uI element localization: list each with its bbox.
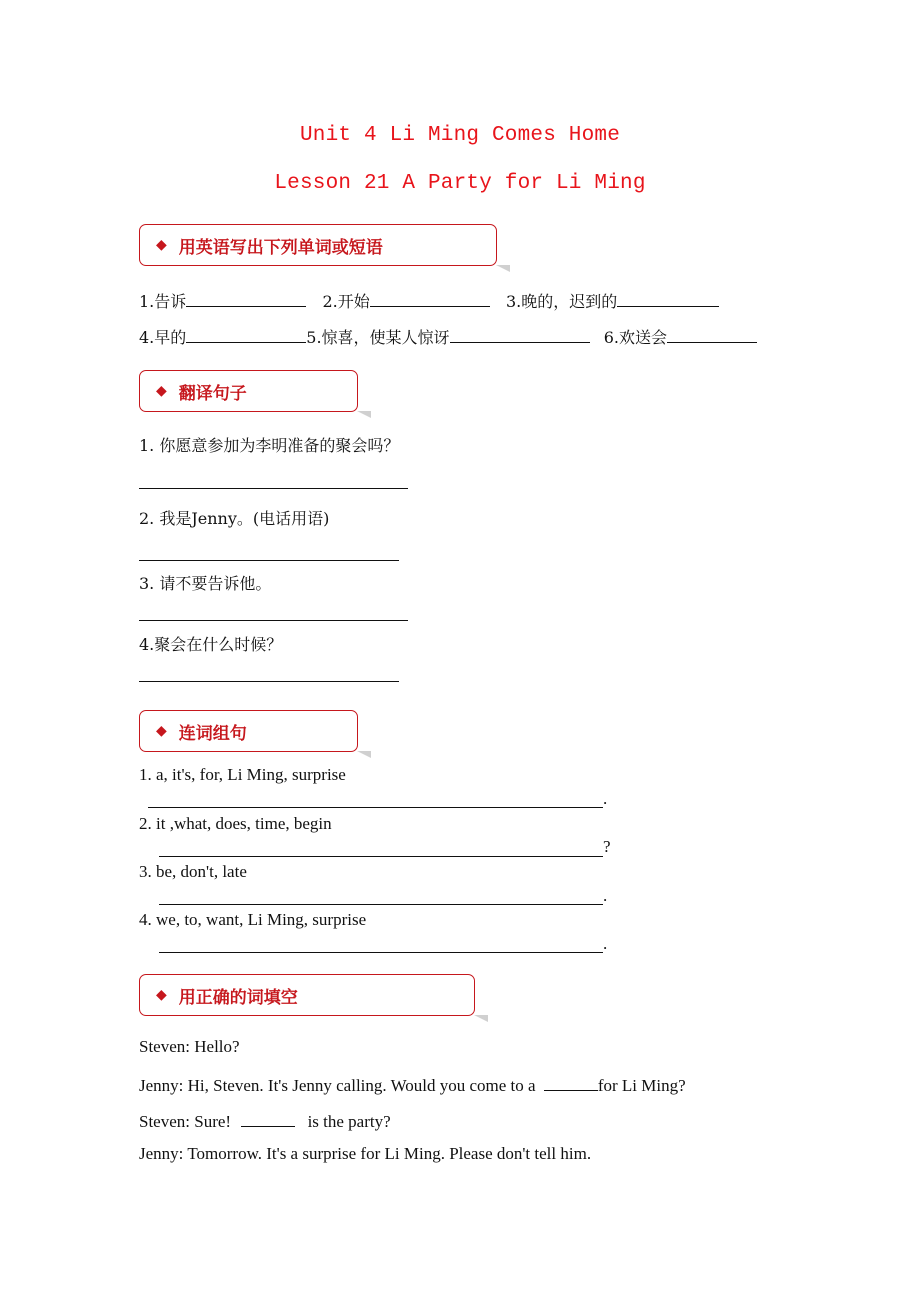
answer-line[interactable] xyxy=(139,680,399,682)
end-punctuation: . xyxy=(603,886,608,905)
end-punctuation: . xyxy=(603,934,608,953)
dialog-line: Steven: Hello? xyxy=(139,1037,240,1056)
answer-blank[interactable] xyxy=(241,1108,295,1127)
answer-blank[interactable] xyxy=(186,288,306,307)
dialog-text: is the party? xyxy=(307,1112,391,1131)
section-header-word-order xyxy=(139,710,358,752)
translate-question: 4.聚会在什么时候？ xyxy=(139,635,283,654)
diamond-icon: ◆ xyxy=(156,237,167,253)
lesson-title: Lesson 21 A Party for Li Ming xyxy=(274,172,646,195)
dialog-text: for Li Ming? xyxy=(597,1076,686,1095)
vocab-row-2 xyxy=(139,324,757,348)
answer-line[interactable] xyxy=(159,855,603,857)
dialog-text: Jenny: Hi, Steven. It's Jenny calling. Would you come to a xyxy=(139,1076,536,1095)
vocab-item: 1.告诉 xyxy=(139,292,187,311)
section-header-fill-blank xyxy=(139,974,475,1016)
end-punctuation: ? xyxy=(603,837,611,856)
answer-line[interactable] xyxy=(159,903,603,905)
answer-line[interactable] xyxy=(139,619,408,621)
vocab-row-1 xyxy=(139,288,719,312)
dialog-line: Jenny: Tomorrow. It's a surprise for Li Ming. Please don't tell him. xyxy=(139,1144,592,1163)
word-order-question: 2. it ,what, does, time, begin xyxy=(139,814,332,833)
answer-blank[interactable] xyxy=(370,288,490,307)
translate-question: 1. 你愿意参加为李明准备的聚会吗？ xyxy=(139,436,400,455)
diamond-icon: ◆ xyxy=(156,383,167,399)
diamond-icon: ◆ xyxy=(156,723,167,739)
end-punctuation: . xyxy=(603,789,608,808)
translate-question: 3. 请不要告诉他。 xyxy=(139,574,272,593)
word-order-question: 3. be, don't, late xyxy=(139,862,247,881)
word-order-question: 4. we, to, want, Li Ming, surprise xyxy=(139,910,367,929)
answer-blank[interactable] xyxy=(667,324,757,343)
tab-shadow xyxy=(474,1015,488,1022)
tab-shadow xyxy=(496,265,510,272)
word-order-question: 1. a, it's, for, Li Ming, surprise xyxy=(139,765,346,784)
section-title: 用正确的词填空 xyxy=(178,987,298,1008)
answer-line[interactable] xyxy=(139,487,408,489)
tab-shadow xyxy=(357,751,371,758)
vocab-item: 4.早的 xyxy=(139,328,187,347)
answer-blank[interactable] xyxy=(186,324,306,343)
dialog-text: Steven: Sure! xyxy=(139,1112,232,1131)
section-title: 连词组句 xyxy=(178,723,247,744)
answer-line[interactable] xyxy=(139,559,399,561)
vocab-item: 5.惊喜，使某人惊讶 xyxy=(306,328,450,347)
answer-blank[interactable] xyxy=(450,324,590,343)
unit-title: Unit 4 Li Ming Comes Home xyxy=(299,124,621,147)
section-header-translate xyxy=(139,370,358,412)
vocab-item: 6.欢送会 xyxy=(603,328,668,347)
translate-question: 2. 我是Jenny。(电话用语) xyxy=(139,509,330,528)
vocab-item: 3.晚的，迟到的 xyxy=(505,292,618,311)
section-header-vocab xyxy=(139,224,497,266)
answer-line[interactable] xyxy=(148,806,603,808)
diamond-icon: ◆ xyxy=(156,987,167,1003)
answer-line[interactable] xyxy=(159,951,603,953)
section-title: 用英语写出下列单词或短语 xyxy=(178,237,383,258)
answer-blank[interactable] xyxy=(617,288,719,307)
vocab-item: 2.开始 xyxy=(322,292,370,311)
dialog-line xyxy=(139,1108,391,1132)
answer-blank[interactable] xyxy=(544,1072,598,1091)
dialog-line xyxy=(139,1072,686,1096)
section-title: 翻译句子 xyxy=(178,383,247,404)
tab-shadow xyxy=(357,411,371,418)
